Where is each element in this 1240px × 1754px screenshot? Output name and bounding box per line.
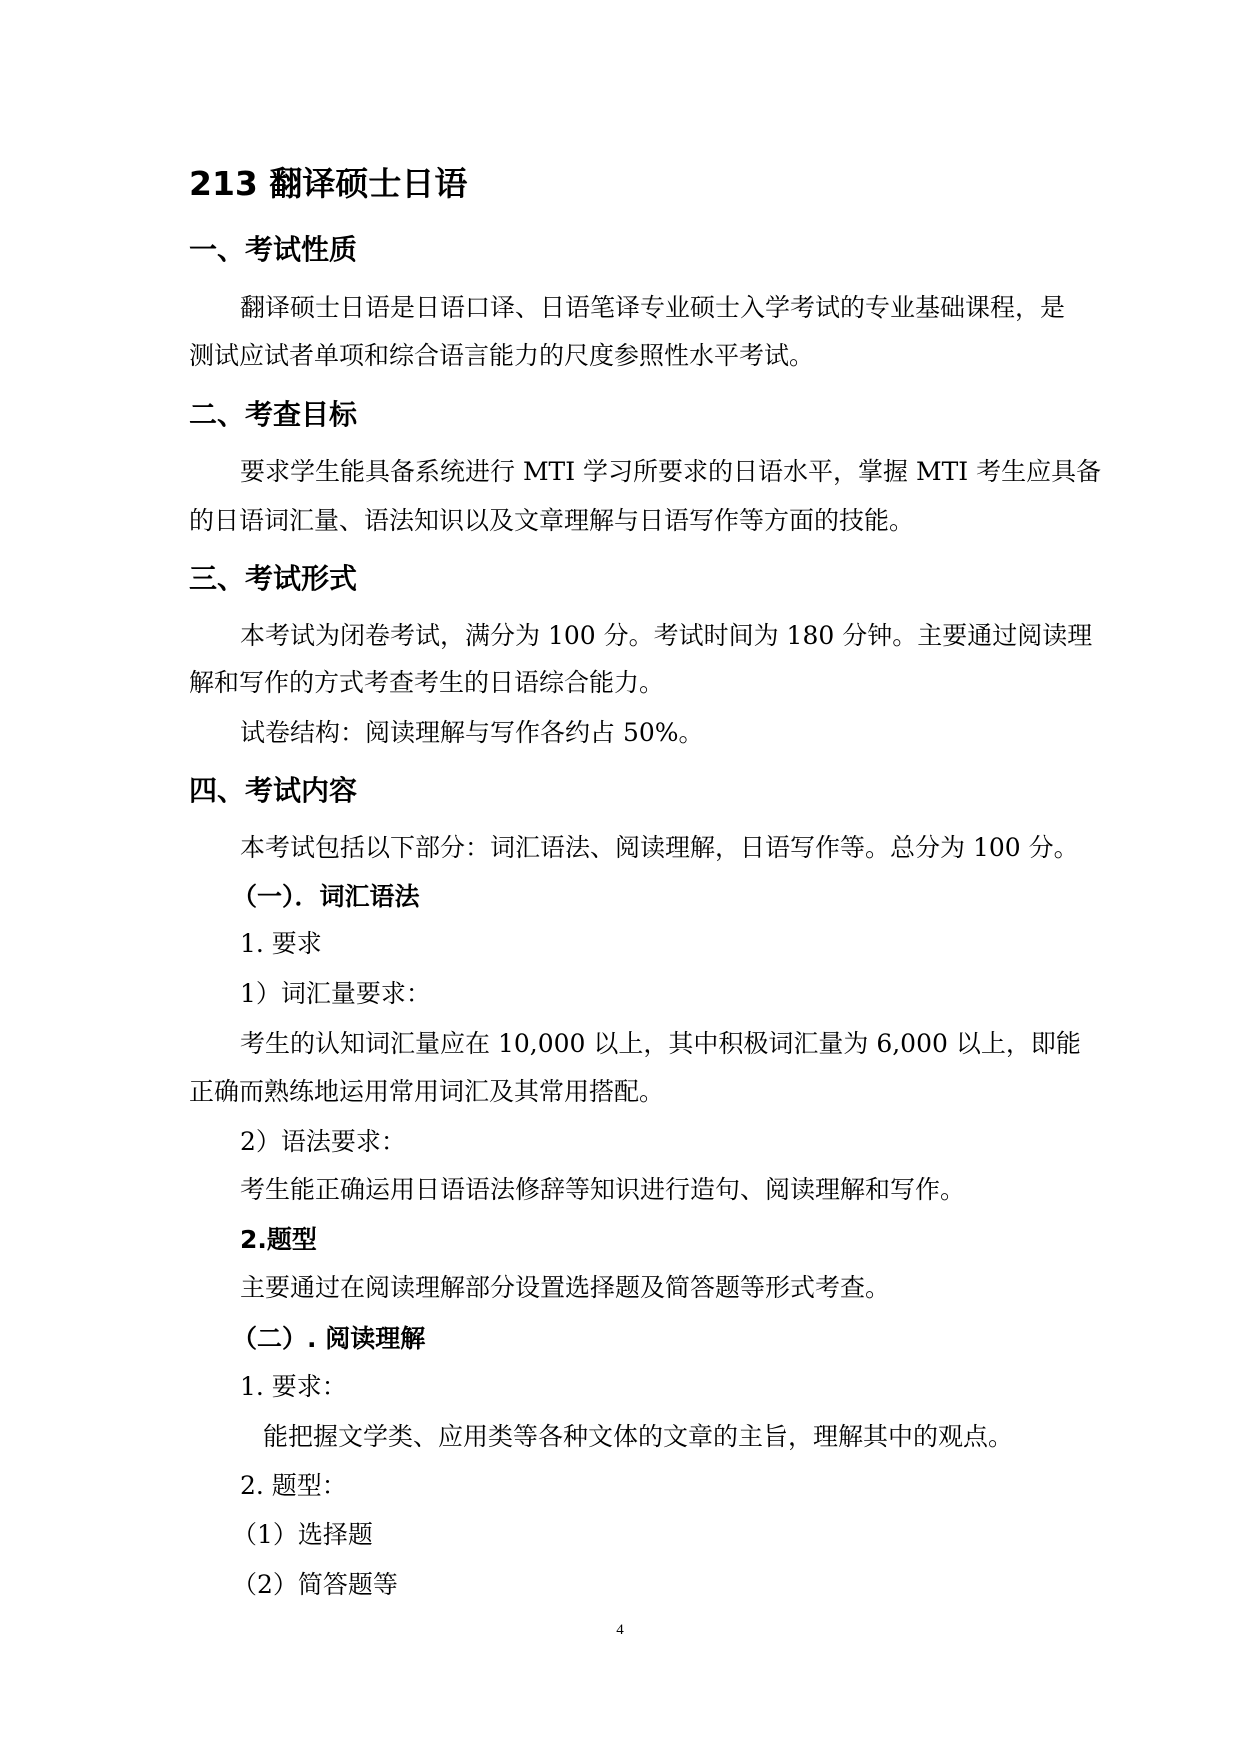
paragraph-line: 试卷结构：阅读理解与写作各约占 50%。 — [240, 718, 704, 747]
paragraph-line: 主要通过在阅读理解部分设置选择题及简答题等形式考查。 — [240, 1273, 891, 1302]
section-heading: 一、考试性质 — [189, 233, 358, 266]
subsection-heading: 2.题型 — [240, 1225, 317, 1254]
section-heading: 二、考查目标 — [189, 398, 358, 431]
paragraph-line: 本考试为闭卷考试，满分为 100 分。考试时间为 180 分钟。主要通过阅读理 — [240, 621, 1093, 650]
paragraph-line: 翻译硕士日语是日语口译、日语笔译专业硕士入学考试的专业基础课程，是 — [240, 293, 1066, 322]
paragraph-line: 1. 要求 — [240, 929, 322, 958]
paragraph-line: 考生的认知词汇量应在 10,000 以上，其中积极词汇量为 6,000 以上，即能 — [240, 1029, 1081, 1058]
paragraph-line: 正确而熟练地运用常用词汇及其常用搭配。 — [189, 1077, 665, 1106]
page-number: 4 — [616, 1622, 624, 1638]
paragraph-line: 测试应试者单项和综合语言能力的尺度参照性水平考试。 — [189, 341, 815, 370]
paragraph-line: 的日语词汇量、语法知识以及文章理解与日语写作等方面的技能。 — [189, 506, 915, 535]
paragraph-line: 解和写作的方式考查考生的日语综合能力。 — [189, 668, 665, 697]
section-heading: 三、考试形式 — [189, 562, 358, 595]
section-heading: 四、考试内容 — [189, 774, 358, 807]
paragraph-line: 2）语法要求： — [240, 1127, 406, 1156]
paragraph-line: 2. 题型： — [240, 1471, 347, 1500]
paragraph-line: （1）选择题 — [232, 1520, 373, 1549]
paragraph-line: 考生能正确运用日语语法修辞等知识进行造句、阅读理解和写作。 — [240, 1175, 966, 1204]
subsection-heading: （一）．词汇语法 — [232, 882, 420, 911]
paragraph-line: 本考试包括以下部分：词汇语法、阅读理解，日语写作等。总分为 100 分。 — [240, 833, 1079, 862]
paragraph-line: （2）简答题等 — [232, 1570, 398, 1599]
subsection-heading: （二）. 阅读理解 — [232, 1324, 426, 1353]
paragraph-line: 能把握文学类、应用类等各种文体的文章的主旨，理解其中的观点。 — [263, 1422, 1014, 1451]
paragraph-line: 要求学生能具备系统进行 MTI 学习所要求的日语水平，掌握 MTI 考生应具备 — [240, 457, 1102, 486]
paragraph-line: 1. 要求： — [240, 1372, 347, 1401]
document-title: 213 翻译硕士日语 — [189, 164, 468, 203]
paragraph-line: 1）词汇量要求： — [240, 979, 431, 1008]
